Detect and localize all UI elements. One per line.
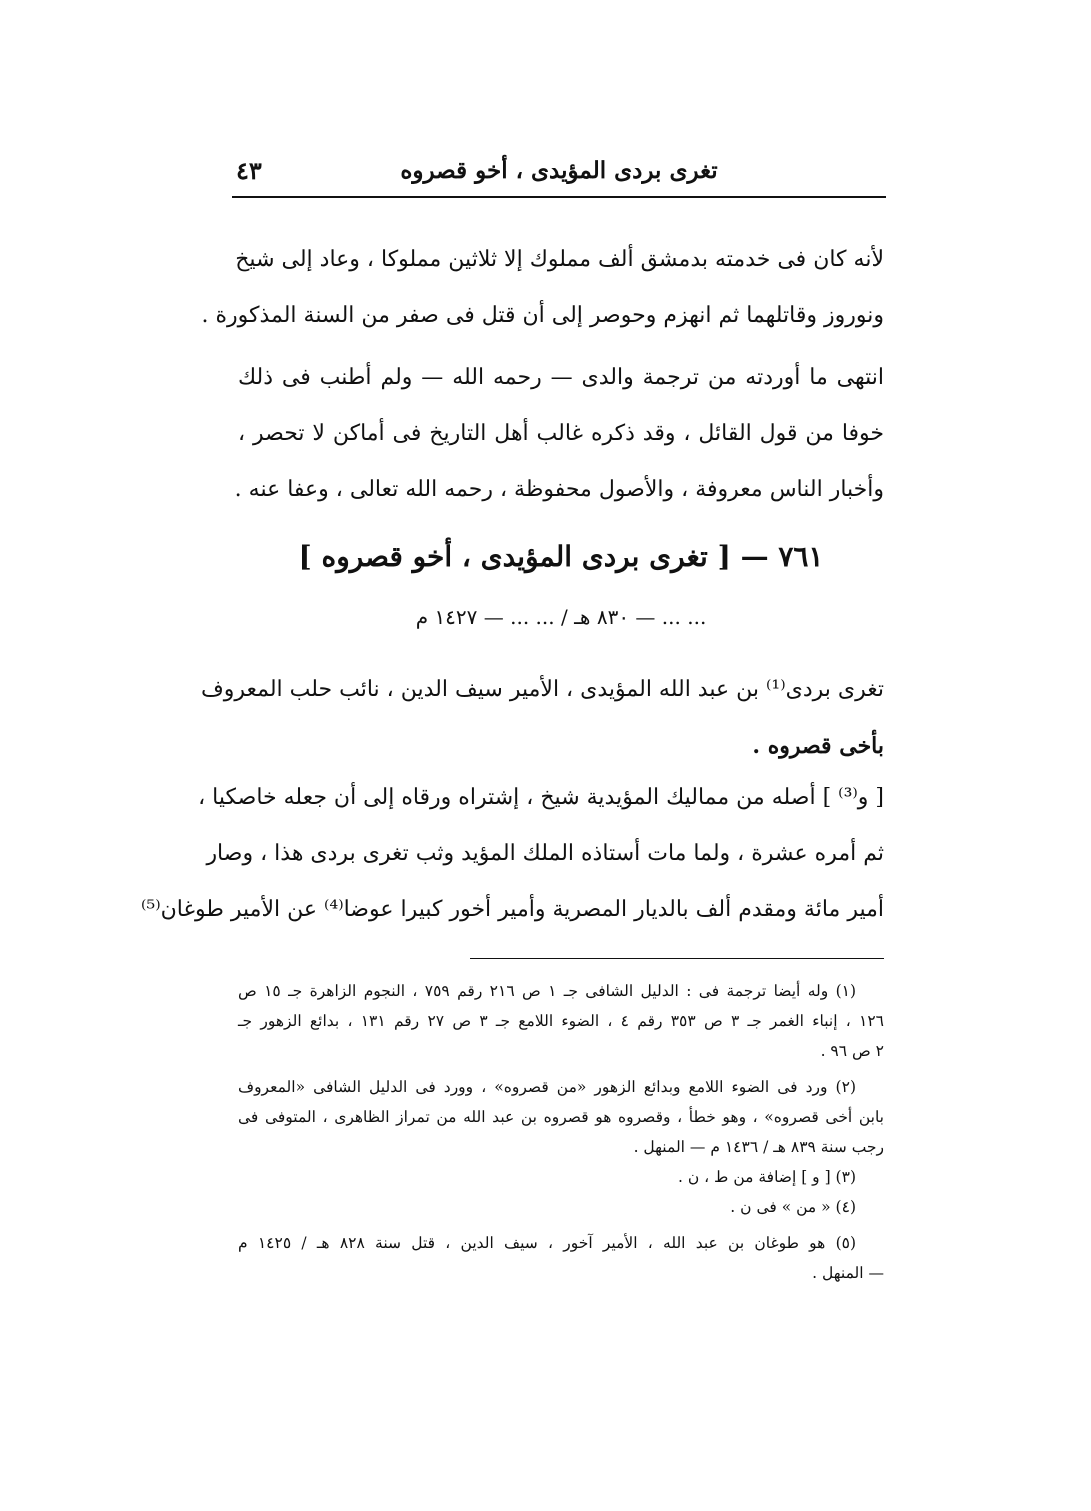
footnote-line: (٢) ورد فى الضوء اللامع وبدائع الزهور «من قصروه» ، وورد فى الدليل الشافى «المعروف bbox=[238, 1078, 856, 1096]
entry-dates: ... ... — ٨٣٠ هـ / ... ... — ١٤٢٧ م bbox=[415, 605, 707, 629]
paragraph-entry-body bbox=[141, 770, 884, 938]
footnote-line: — المنهل . bbox=[812, 1264, 884, 1282]
text-line: ثم أمره عشرة ، ولما مات أستاذه الملك المؤيد وثب تغرى بردى هذا ، وصار bbox=[206, 841, 884, 866]
text-line: انتهى ما أوردته من ترجمة والدى — رحمه الله — ولم أطنب فى ذلك bbox=[238, 365, 884, 390]
footnote-line: ٢ ص ٩٦ . bbox=[820, 1042, 884, 1060]
footnotes bbox=[238, 976, 884, 1288]
text-line: تغرى بردى⁽¹⁾ بن عبد الله المؤيدى ، الأمير سيف الدين ، نائب حلب المعروف bbox=[200, 677, 884, 702]
footnote-rule bbox=[470, 958, 884, 959]
text-line: خوفا من قول القائل ، وقد ذكره غالب أهل التاريخ فى أماكن لا تحصر ، bbox=[238, 421, 884, 446]
text-line: أمير مائة ومقدم ألف بالديار المصرية وأمير أخور كبيرا عوضا⁽⁴⁾ عن الأمير طوغان⁽⁵⁾ bbox=[141, 897, 884, 922]
page-number: ٤٣ bbox=[236, 156, 262, 185]
header-rule bbox=[232, 196, 886, 198]
paragraph-closing bbox=[234, 350, 884, 518]
paragraph-entry-intro bbox=[200, 662, 884, 774]
footnote-4 bbox=[238, 1192, 884, 1222]
text-line: ونوروز وقاتلهما ثم انهزم وحوصر إلى أن قتل فى صفر من السنة المذكورة . bbox=[201, 303, 884, 328]
footnote-line: (٥) هو طوغان بن عبد الله ، الأمير آخور ، سيف الدين ، قتل سنة ٨٢٨ هـ / ١٤٢٥ م bbox=[238, 1234, 857, 1252]
paragraph-continuation bbox=[201, 232, 884, 344]
footnote-line: رجب سنة ٨٣٩ هـ / ١٤٣٦ م — المنهل . bbox=[633, 1138, 884, 1156]
text-line: [ و⁽³⁾ ] أصله من مماليك المؤيدية شيخ ، إشتراه ورقاه إلى أن جعله خاصكيا ، bbox=[198, 785, 884, 810]
footnote-line: (٤) « من » فى ن . bbox=[730, 1198, 856, 1216]
footnote-2 bbox=[238, 1072, 884, 1162]
entry-heading: ٧٦١ — [ تغرى بردى المؤيدى ، أخو قصروه ] bbox=[298, 540, 824, 573]
text-line: وأخبار الناس معروفة ، والأصول محفوظة ، رحمه الله تعالى ، وعفا عنه . bbox=[234, 477, 884, 502]
footnote-5 bbox=[238, 1228, 884, 1288]
footnote-line: بابن أخى قصروه» ، وهو خطأ ، وقصروه هو قصروه بن عبد الله من تمراز الظاهرى ، المتوفى فى bbox=[238, 1108, 884, 1126]
footnote-3 bbox=[238, 1162, 884, 1192]
text-line: بأخى قصروه . bbox=[752, 733, 884, 759]
footnote-line: (١) وله أيضا ترجمة فى : الدليل الشافى جـ ١ ص ٢١٦ رقم ٧٥٩ ، النجوم الزاهرة جـ ١٥ ص bbox=[238, 982, 857, 1000]
running-title: تغرى بردى المؤيدى ، أخو قصروه bbox=[400, 156, 718, 184]
running-header bbox=[232, 150, 886, 190]
footnote-line: (٣) [ و ] إضافة من ط ، ن . bbox=[677, 1168, 856, 1186]
footnote-1 bbox=[238, 976, 884, 1066]
footnote-line: ١٢٦ ، إنباء الغمر جـ ٣ ص ٣٥٣ رقم ٤ ، الضوء اللامع جـ ٣ ص ٢٧ رقم ١٣١ ، بدائع الزهور جـ bbox=[238, 1012, 885, 1030]
text-line: لأنه كان فى خدمته بدمشق ألف مملوك إلا ثلاثين مملوكا ، وعاد إلى شيخ bbox=[235, 247, 884, 272]
